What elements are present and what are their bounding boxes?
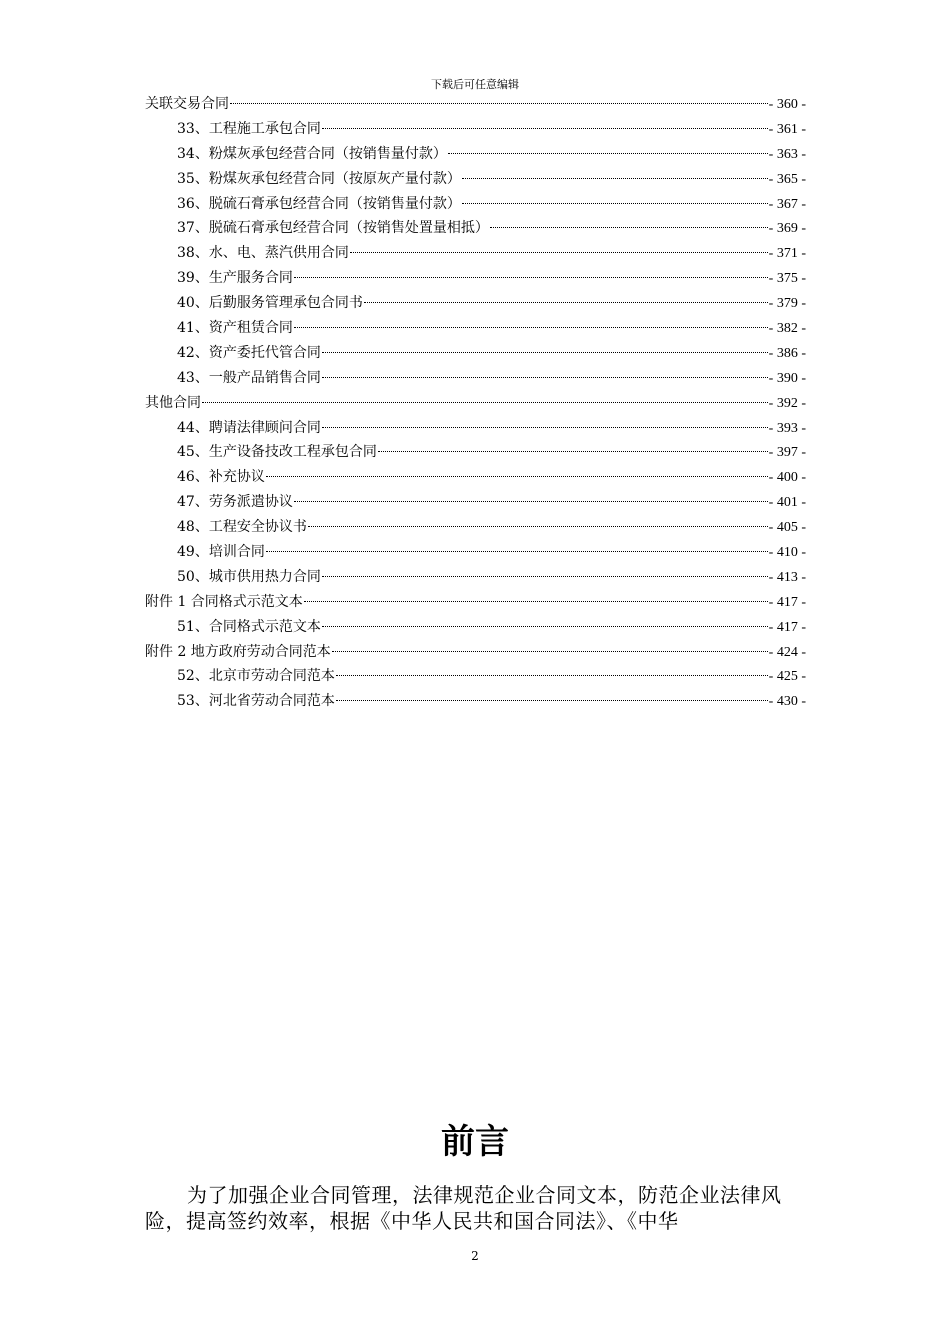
- toc-entry[interactable]: [145, 615, 806, 640]
- toc-entry-title: 51、合同格式示范文本: [177, 618, 321, 635]
- toc-entry-title: 41、资产租赁合同: [177, 320, 293, 337]
- toc-entry[interactable]: [145, 565, 806, 590]
- toc-dot-leader: [266, 551, 768, 552]
- toc-entry[interactable]: [145, 291, 806, 316]
- toc-entry-page: - 417 -: [768, 619, 806, 635]
- toc-entry-title: 关联交易合同: [145, 96, 229, 112]
- toc-entry[interactable]: [145, 590, 806, 615]
- toc-entry[interactable]: [145, 92, 806, 117]
- page-header: 下载后可任意编辑: [431, 78, 519, 91]
- toc-entry-page: - 390 -: [768, 370, 806, 386]
- toc-entry[interactable]: [145, 117, 806, 142]
- toc-dot-leader: [304, 601, 768, 602]
- toc-entry-title: 34、粉煤灰承包经营合同（按销售量付款）: [177, 145, 447, 162]
- toc-entry-title: 33、工程施工承包合同: [177, 120, 321, 137]
- toc-entry-page: - 360 -: [768, 97, 806, 112]
- toc-dot-leader: [294, 501, 768, 502]
- toc-entry[interactable]: [145, 167, 806, 192]
- toc-entry-title: 39、生产服务合同: [177, 270, 293, 287]
- toc-entry-page: - 400 -: [768, 470, 806, 486]
- toc-entry-title: 42、资产委托代管合同: [177, 344, 321, 361]
- toc-dot-leader: [266, 476, 768, 477]
- toc-dot-leader: [462, 178, 768, 179]
- toc-entry[interactable]: [145, 440, 806, 465]
- toc-entry-page: - 371 -: [768, 246, 806, 262]
- toc-entry[interactable]: [145, 192, 806, 217]
- toc-entry-title: 50、城市供用热力合同: [177, 568, 321, 585]
- toc-entry[interactable]: [145, 241, 806, 266]
- toc-dot-leader: [322, 427, 768, 428]
- toc-entry[interactable]: [145, 142, 806, 167]
- toc-entry-page: - 379 -: [768, 296, 806, 312]
- toc-entry[interactable]: [145, 490, 806, 515]
- toc-entry-page: - 361 -: [768, 121, 806, 137]
- toc-entry-title: 40、后勤服务管理承包合同书: [177, 295, 363, 312]
- foreword-title: 前言: [441, 1122, 509, 1162]
- toc-entry[interactable]: [145, 341, 806, 366]
- toc-entry[interactable]: [145, 540, 806, 565]
- toc-entry-title: 44、聘请法律顾问合同: [177, 419, 321, 436]
- toc-entry[interactable]: [145, 416, 806, 441]
- toc-entry[interactable]: [145, 216, 806, 241]
- toc-entry-page: - 386 -: [768, 345, 806, 361]
- toc-entry-title: 35、粉煤灰承包经营合同（按原灰产量付款）: [177, 170, 461, 187]
- toc-entry-title: 其他合同: [145, 394, 201, 411]
- toc-dot-leader: [294, 277, 768, 278]
- toc-entry[interactable]: [145, 689, 806, 714]
- toc-entry-page: - 367 -: [768, 196, 806, 212]
- toc-entry-title: 48、工程安全协议书: [177, 519, 307, 536]
- toc-entry[interactable]: [145, 640, 806, 665]
- toc-entry-page: - 365 -: [768, 171, 806, 187]
- toc-dot-leader: [350, 252, 768, 253]
- toc-entry-title: 附件 2 地方政府劳动合同范本: [145, 643, 331, 660]
- toc-dot-leader: [294, 327, 768, 328]
- toc-dot-leader: [448, 153, 768, 154]
- toc-entry-title: 47、劳务派遣协议: [177, 494, 293, 511]
- toc-dot-leader: [322, 377, 768, 378]
- toc-entry-page: - 413 -: [768, 569, 806, 585]
- toc-entry-title: 49、培训合同: [177, 544, 265, 561]
- toc-entry-title: 37、脱硫石膏承包经营合同（按销售处置量相抵）: [177, 220, 489, 237]
- toc-entry-page: - 417 -: [768, 594, 806, 610]
- toc-entry-page: - 425 -: [768, 669, 806, 685]
- toc-entry[interactable]: [145, 465, 806, 490]
- toc-entry-page: - 369 -: [768, 221, 806, 237]
- toc-entry-page: - 401 -: [768, 495, 806, 511]
- toc-entry-title: 52、北京市劳动合同范本: [177, 668, 335, 685]
- toc-entry-title: 36、脱硫石膏承包经营合同（按销售量付款）: [177, 195, 461, 212]
- toc-entry-title: 38、水、电、蒸汽供用合同: [177, 245, 349, 262]
- foreword-body: 为了加强企业合同管理，法律规范企业合同文本，防范企业法律风险，提高签约效率，根据《中华人民共和国合同法》、《中华: [145, 1183, 782, 1233]
- toc-dot-leader: [336, 675, 768, 676]
- toc-entry-title: 46、补充协议: [177, 469, 265, 486]
- toc-entry-page: - 424 -: [768, 644, 806, 660]
- toc-entry-title: 附件 1 合同格式示范文本: [145, 593, 303, 610]
- toc-dot-leader: [378, 451, 768, 452]
- toc-dot-leader: [322, 626, 768, 627]
- toc-entry-page: - 410 -: [768, 545, 806, 561]
- toc-entry[interactable]: [145, 266, 806, 291]
- toc-dot-leader: [230, 103, 768, 104]
- toc-dot-leader: [336, 700, 768, 701]
- toc-dot-leader: [462, 203, 768, 204]
- toc-dot-leader: [202, 402, 768, 403]
- toc-entry-page: - 382 -: [768, 321, 806, 337]
- toc-dot-leader: [364, 302, 768, 303]
- toc-dot-leader: [490, 227, 768, 228]
- toc-entry-page: - 393 -: [768, 420, 806, 436]
- toc-dot-leader: [322, 576, 768, 577]
- toc-entry-title: 43、一般产品销售合同: [177, 369, 321, 386]
- toc-entry-title: 45、生产设备技改工程承包合同: [177, 444, 377, 461]
- toc-dot-leader: [308, 526, 768, 527]
- table-of-contents: [145, 92, 806, 714]
- toc-entry-page: - 375 -: [768, 271, 806, 287]
- toc-entry[interactable]: [145, 366, 806, 391]
- toc-entry-page: - 397 -: [768, 445, 806, 461]
- toc-dot-leader: [322, 128, 768, 129]
- toc-entry-page: - 405 -: [768, 520, 806, 536]
- toc-entry[interactable]: [145, 664, 806, 689]
- toc-entry[interactable]: [145, 316, 806, 341]
- toc-dot-leader: [332, 651, 768, 652]
- toc-entry[interactable]: [145, 391, 806, 416]
- toc-entry-page: - 430 -: [768, 694, 806, 710]
- toc-entry-page: - 363 -: [768, 146, 806, 162]
- toc-entry[interactable]: [145, 515, 806, 540]
- page-number: 2: [471, 1249, 479, 1263]
- toc-dot-leader: [322, 352, 768, 353]
- toc-entry-title: 53、河北省劳动合同范本: [177, 693, 335, 710]
- toc-entry-page: - 392 -: [768, 395, 806, 411]
